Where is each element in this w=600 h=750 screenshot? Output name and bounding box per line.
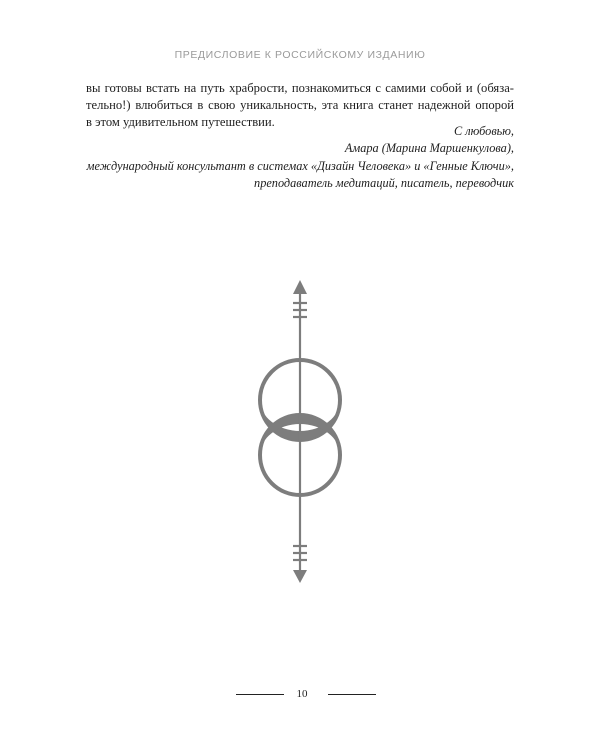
emblem-icon [245, 278, 355, 588]
arrow-head-down [293, 570, 307, 583]
signature-role: международный консультант в системах «Дизайн Человека» и «Генные Ключи», [86, 158, 514, 173]
body-line: в этом удивительном путешествии. [86, 115, 275, 130]
signature-block [44, 123, 514, 193]
page-number: 10 [296, 688, 308, 700]
running-header: ПРЕДИСЛОВИЕ К РОССИЙСКОМУ ИЗДАНИЮ [174, 49, 426, 61]
signature-occupations: преподаватель медитаций, писатель, переводчик [254, 176, 514, 191]
signature-closing: С любовью, [454, 124, 514, 138]
footer-rule-left [236, 694, 284, 695]
arrow-head-up [293, 280, 307, 294]
signature-name: Амара (Марина Маршенкулова), [344, 141, 514, 156]
page-footer [0, 688, 600, 702]
footer-rule-right [328, 694, 376, 695]
body-line: тельно!) влюбиться в свою уникальность, эта книга станет надежной опорой [86, 98, 514, 113]
body-line: вы готовы встать на путь храбрости, познакомиться с самими собой и (обяза- [86, 81, 514, 95]
